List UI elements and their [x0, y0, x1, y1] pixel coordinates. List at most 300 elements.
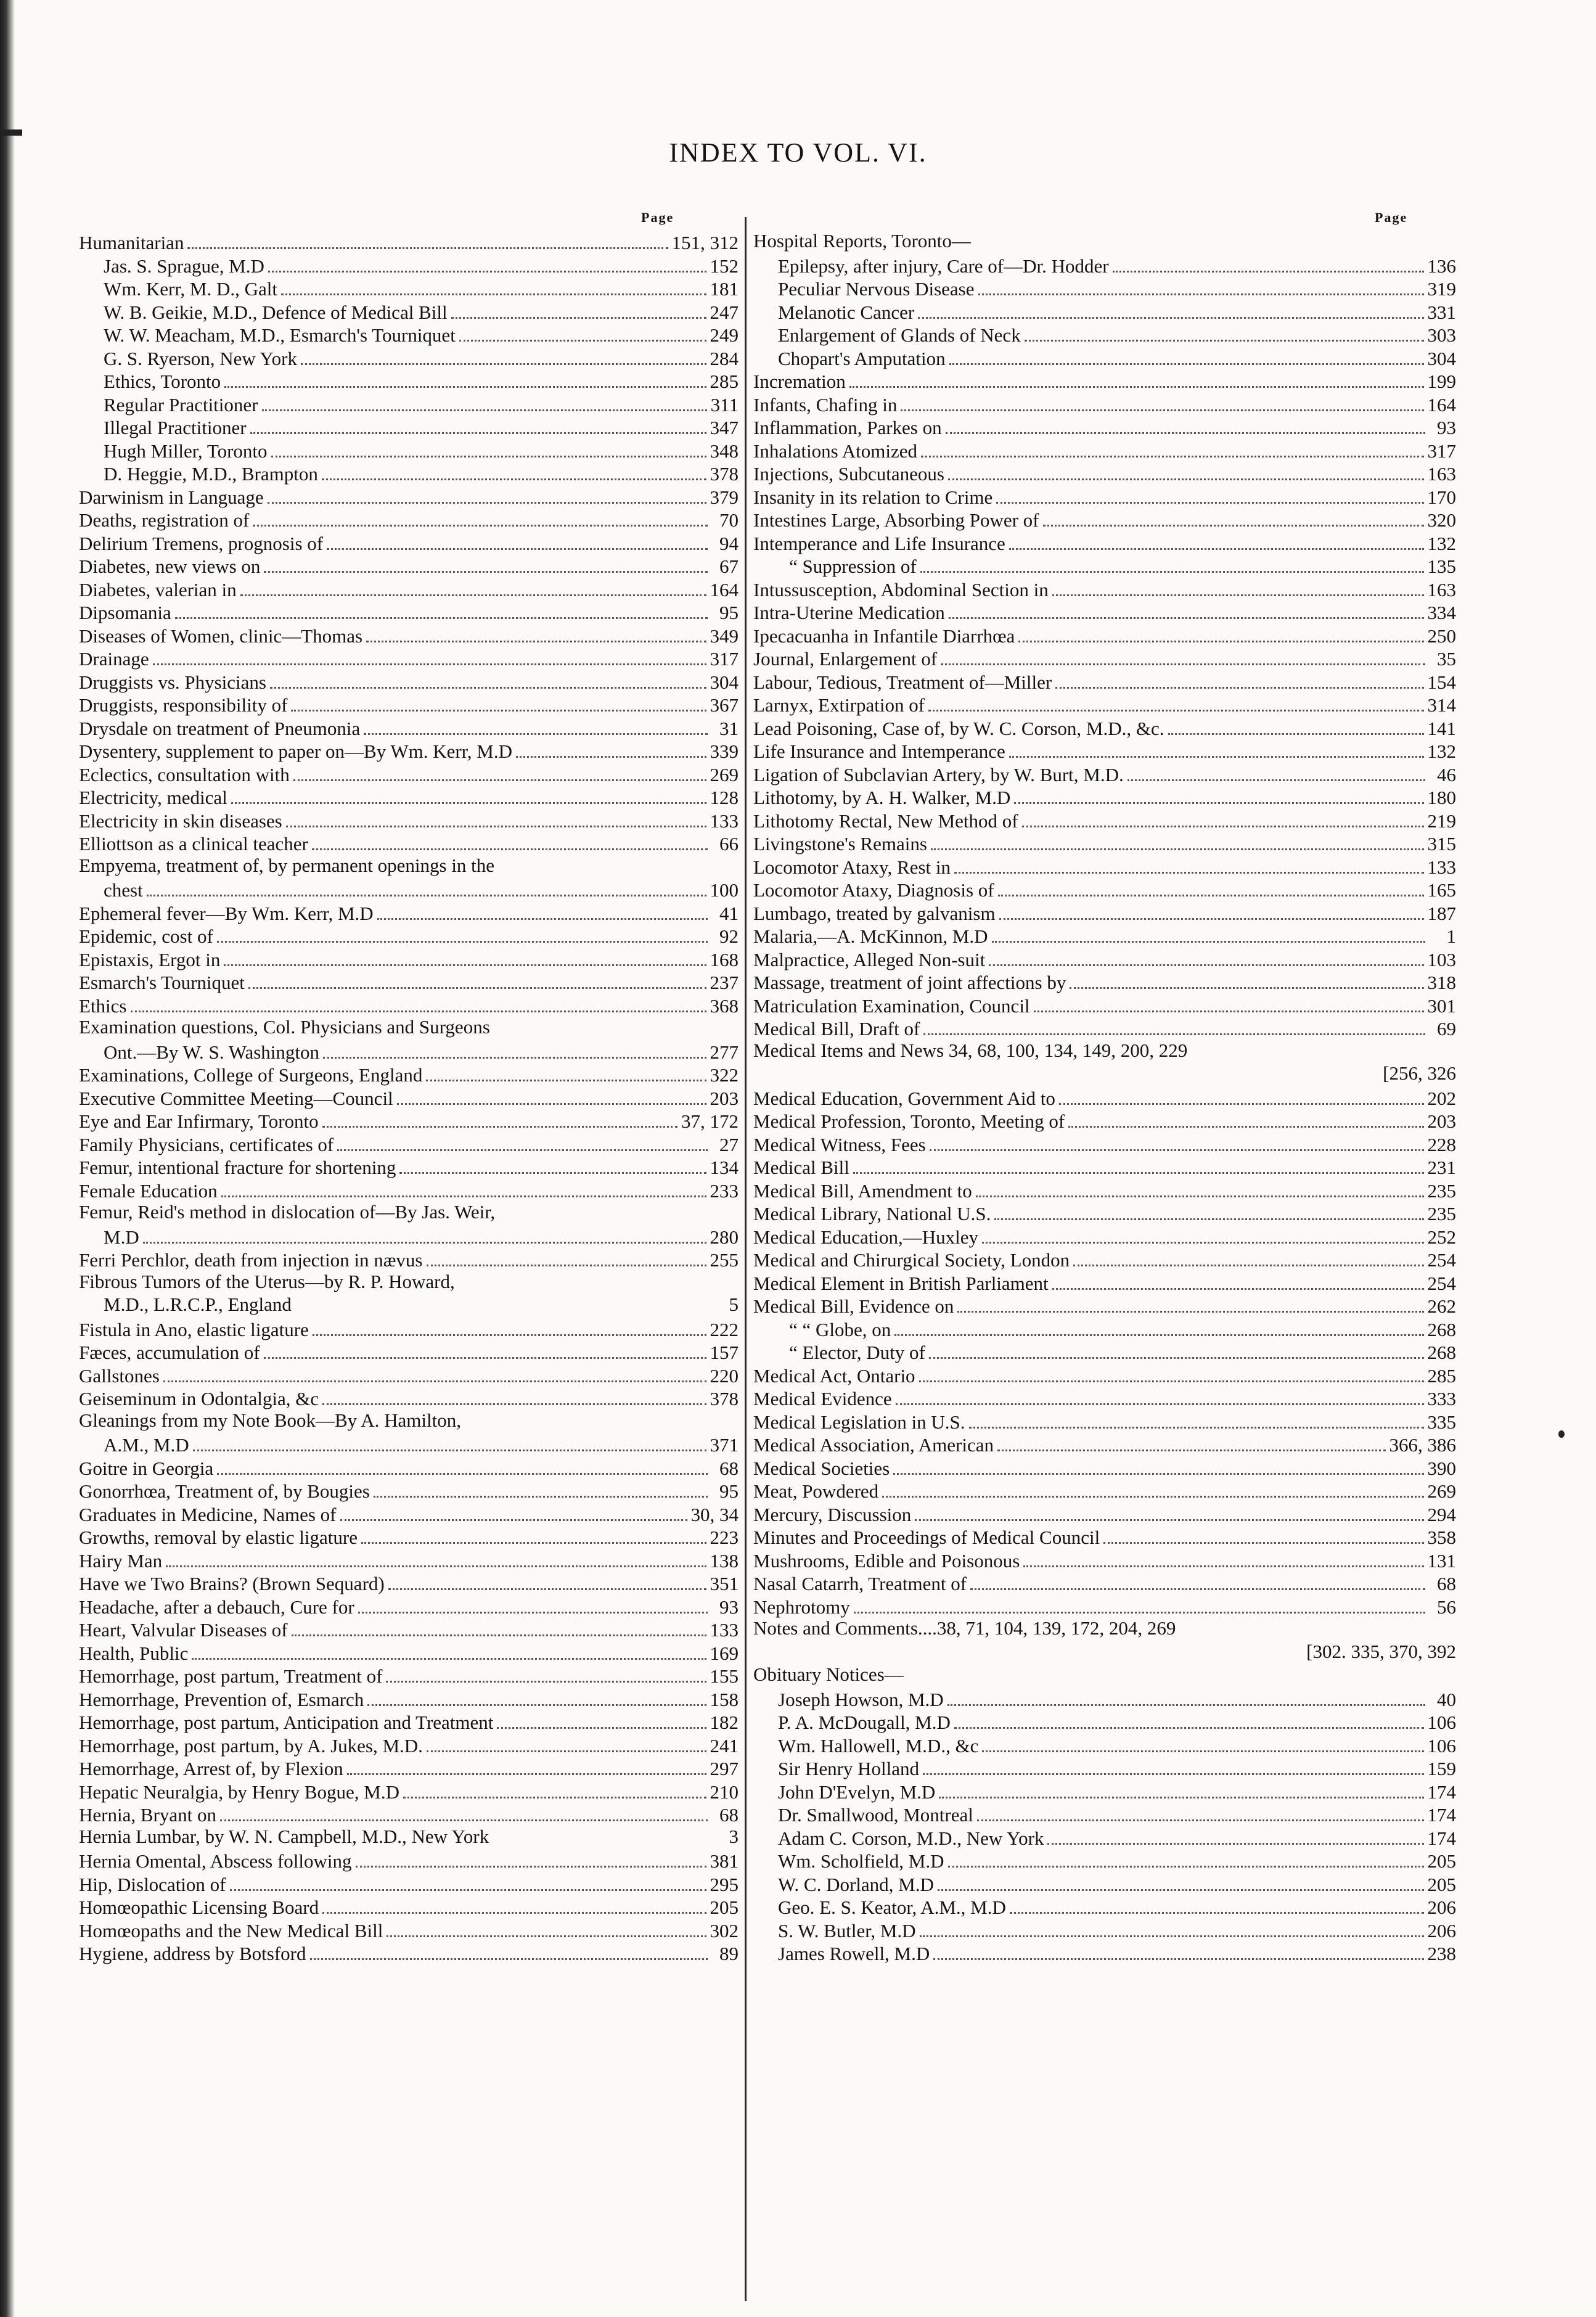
dot-leader [1025, 322, 1424, 342]
index-entry [753, 946, 1456, 970]
dot-leader [322, 1385, 706, 1405]
dot-leader [1070, 969, 1423, 989]
entry-topic: Mushrooms, Edible and Poisonous [753, 1549, 1020, 1572]
index-entry [753, 1802, 1456, 1825]
index-entry [753, 1015, 1456, 1039]
index-entry [79, 854, 739, 877]
entry-topic: G. S. Ryerson, New York [104, 347, 297, 369]
entry-topic: Medical Profession, Toronto, Meeting of [753, 1110, 1065, 1133]
entry-page-number: 314 [1427, 694, 1456, 716]
dot-leader [989, 946, 1423, 966]
dot-leader [312, 830, 708, 850]
dot-leader [923, 1015, 1425, 1035]
entry-topic: Life Insurance and Intemperance [753, 740, 1005, 763]
entry-page-number: 378 [710, 1388, 739, 1410]
dot-leader [948, 461, 1424, 480]
index-entry [753, 1131, 1456, 1155]
dot-leader [929, 1339, 1424, 1359]
entry-page-number: 254 [1427, 1249, 1456, 1271]
entry-topic: Hemorrhage, Prevention of, Esmarch [79, 1688, 364, 1710]
entry-topic: W. W. Meacham, M.D., Esmarch's Tourniquet [104, 324, 456, 347]
dot-leader [516, 738, 706, 758]
entry-page-number: 203 [1427, 1110, 1456, 1133]
index-entry [79, 530, 739, 554]
index-entry [753, 1825, 1456, 1848]
entry-page-number: 182 [710, 1712, 739, 1734]
index-entry [753, 854, 1456, 877]
index-entry [753, 1108, 1456, 1131]
entry-topic: A.M., M.D [104, 1434, 189, 1456]
entry-topic: “ “ Globe, on [789, 1318, 891, 1340]
dot-leader [397, 1085, 706, 1105]
dot-leader [386, 1663, 706, 1683]
entry-page-number: 37, 172 [681, 1110, 739, 1133]
entry-topic: Enlargement of Glands of Neck [778, 324, 1021, 347]
dot-leader [1073, 1247, 1423, 1266]
dot-leader [293, 761, 706, 781]
dot-leader [1043, 507, 1424, 527]
dot-leader [1113, 253, 1424, 273]
entry-topic: S. W. Butler, M.D [778, 1919, 916, 1942]
index-entry [79, 1779, 739, 1802]
dot-leader [918, 299, 1423, 319]
dot-leader [286, 808, 706, 827]
entry-topic: W. B. Geikie, M.D., Defence of Medical Bill [104, 301, 448, 323]
entry-page-number: 262 [1427, 1295, 1456, 1318]
entry-topic: W. C. Dorland, M.D [778, 1873, 934, 1895]
dot-leader [347, 1755, 706, 1775]
entry-page-number: 233 [710, 1179, 739, 1202]
index-entry [753, 1848, 1456, 1871]
dot-leader [970, 1570, 1425, 1590]
entry-page-number: 67 [719, 556, 739, 578]
dot-leader [264, 553, 708, 573]
dot-leader [147, 877, 706, 896]
dot-leader [224, 946, 706, 966]
dot-leader [240, 576, 706, 596]
index-entry [753, 1894, 1456, 1917]
index-entry [79, 900, 739, 924]
index-entry [753, 392, 1456, 415]
entry-page-number: 284 [710, 347, 739, 369]
entry-topic: Lumbago, treated by galvanism [753, 902, 996, 924]
entry-topic: John D'Evelyn, M.D [778, 1781, 936, 1803]
entry-topic: Hugh Miller, Toronto [104, 440, 268, 462]
dot-leader [894, 1316, 1423, 1336]
index-entry [753, 1524, 1456, 1548]
dot-leader [217, 923, 708, 943]
entry-topic: Medical Items and News 34, 68, 100, 134, 149, 200, 229 [753, 1039, 1188, 1061]
entry-topic: Minutes and Proceedings of Medical Council [753, 1527, 1100, 1549]
column-divider [745, 217, 747, 2301]
index-entry [79, 1178, 739, 1201]
entry-page-number: 318 [1427, 972, 1456, 994]
entry-topic: Hemorrhage, Arrest of, by Flexion [79, 1758, 343, 1780]
entry-topic: Homœopathic Licensing Board [79, 1897, 319, 1919]
entry-page-number: 170 [1427, 486, 1456, 508]
entry-topic: Esmarch's Tourniquet [79, 972, 245, 994]
dot-leader [295, 1293, 708, 1311]
dot-leader [301, 345, 706, 365]
index-entry [79, 1131, 739, 1155]
index-entry [79, 923, 739, 946]
entry-page-number: 56 [1437, 1596, 1456, 1618]
entry-topic: Mercury, Discussion [753, 1503, 912, 1525]
entry-page-number: 134 [710, 1157, 739, 1179]
entry-topic: Gonorrhœa, Treatment of, by Bougies [79, 1480, 370, 1503]
entry-topic: Fibrous Tumors of the Uterus—by R. P. Howard, [79, 1270, 455, 1292]
index-entry [79, 1501, 739, 1525]
dot-leader [1055, 669, 1423, 689]
index-entry [79, 1270, 739, 1294]
index-entry [79, 1570, 739, 1594]
entry-topic: Ethics, Toronto [104, 371, 221, 393]
entry-topic: Nasal Catarrh, Treatment of [753, 1573, 967, 1595]
entry-topic: Nephrotomy [753, 1596, 850, 1618]
index-entry [79, 715, 739, 739]
dot-leader [999, 900, 1424, 920]
index-entry [753, 1594, 1456, 1617]
dot-leader [364, 715, 708, 735]
entry-topic: Larnyx, Extirpation of [753, 694, 925, 716]
dot-leader [374, 1478, 708, 1498]
entry-page-number: 268 [1427, 1342, 1456, 1364]
index-entry [753, 669, 1456, 692]
index-entry [79, 1039, 739, 1062]
index-entry [753, 692, 1456, 715]
index-entry [79, 808, 739, 831]
entry-topic: Chopart's Amputation [778, 347, 946, 369]
dot-leader [340, 1501, 687, 1521]
entry-topic: Goitre in Georgia [79, 1457, 214, 1479]
index-entry [753, 1432, 1456, 1455]
index-entry [79, 1755, 739, 1779]
index-entry [79, 576, 739, 600]
entry-page-number: 174 [1427, 1804, 1456, 1826]
entry-topic: Family Physicians, certificates of [79, 1133, 334, 1155]
index-entry [753, 877, 1456, 900]
entry-topic: D. Heggie, M.D., Brampton [104, 463, 318, 485]
index-entry [79, 368, 739, 392]
index-entry [79, 1085, 739, 1109]
index-entry [753, 1247, 1456, 1270]
dot-leader [253, 507, 708, 527]
dot-leader [1009, 530, 1424, 550]
entry-page-number: 158 [710, 1688, 739, 1710]
index-entry [79, 1802, 739, 1825]
entry-topic: Examination questions, Col. Physicians and Surgeons [79, 1016, 490, 1038]
index-entry [753, 1339, 1456, 1363]
index-entry [79, 1548, 739, 1571]
entry-topic: Medical Witness, Fees [753, 1133, 926, 1155]
index-entry [79, 623, 739, 646]
entry-topic: Medical and Chirurgical Society, London [753, 1249, 1070, 1271]
entry-topic: Wm. Scholfield, M.D [778, 1850, 944, 1872]
index-entry [79, 1154, 739, 1178]
entry-page-number: 131 [1427, 1549, 1456, 1572]
index-entry [753, 1501, 1456, 1525]
entry-topic: Ligation of Subclavian Artery, by W. Burt, M.D. [753, 763, 1124, 785]
entry-topic: Locomotor Ataxy, Diagnosis of [753, 879, 994, 901]
index-entry [753, 1385, 1456, 1409]
entry-page-number: 181 [710, 278, 739, 300]
index-entry [753, 1940, 1456, 1964]
dot-leader [1179, 1617, 1425, 1634]
index-entry [753, 414, 1456, 438]
entry-page-number: 164 [1427, 393, 1456, 416]
index-entry [79, 1108, 739, 1131]
entry-topic: Medical Bill [753, 1157, 849, 1179]
page-title: INDEX TO VOL. VI. [669, 137, 927, 168]
entry-page-number: 247 [710, 301, 739, 323]
index-entry [753, 1917, 1456, 1941]
entry-page-number: 210 [710, 1781, 739, 1803]
entry-topic: Jas. S. Sprague, M.D [104, 255, 264, 277]
entry-page-number: 351 [710, 1573, 739, 1595]
index-entry [753, 1154, 1456, 1178]
entry-topic: Inhalations Atomized [753, 440, 918, 462]
index-entry [753, 900, 1456, 924]
index-entry [753, 507, 1456, 530]
dot-leader [854, 1594, 1425, 1614]
dot-leader [915, 1501, 1423, 1521]
entry-page-number: 206 [1427, 1897, 1456, 1919]
dot-leader [1068, 1108, 1423, 1128]
index-entry [753, 1663, 1456, 1686]
entry-page-number: 220 [710, 1364, 739, 1387]
entry-page-number: 235 [1427, 1203, 1456, 1225]
dot-leader [977, 1802, 1424, 1821]
dot-leader [427, 1247, 706, 1266]
entry-page-number: 94 [719, 532, 739, 554]
entry-page-number: 141 [1427, 717, 1456, 739]
entry-page-number: 252 [1427, 1226, 1456, 1248]
index-entry [79, 276, 739, 299]
entry-page-number: 106 [1427, 1734, 1456, 1757]
dot-leader [387, 1917, 706, 1937]
entry-page-number: 206 [1427, 1919, 1456, 1942]
dot-leader [994, 1200, 1423, 1220]
index-entry [79, 784, 739, 808]
entry-page-number: 27 [719, 1133, 739, 1155]
dot-leader [377, 900, 708, 920]
entry-page-number: 35 [1437, 648, 1456, 670]
entry-page-number: 238 [1427, 1943, 1456, 1965]
index-entry [79, 553, 739, 576]
entry-topic: Hepatic Neuralgia, by Henry Bogue, M.D [79, 1781, 399, 1803]
index-entry [753, 1640, 1456, 1663]
entry-page-number: 368 [710, 994, 739, 1017]
entry-topic: Insanity in its relation to Crime [753, 486, 993, 508]
dot-leader [978, 276, 1424, 295]
entry-topic: Femur, intentional fracture for shortening [79, 1157, 396, 1179]
entry-topic: Deaths, registration of [79, 509, 250, 531]
index-entry [79, 969, 739, 993]
index-column-left [79, 229, 739, 1964]
entry-page-number: 68 [719, 1804, 739, 1826]
entry-topic: Adam C. Corson, M.D., New York [778, 1827, 1044, 1849]
dot-leader [230, 1871, 706, 1891]
entry-page-number: 339 [710, 740, 739, 763]
dot-leader [1127, 761, 1425, 781]
dot-leader [1009, 738, 1424, 758]
index-entry [79, 1409, 739, 1432]
dot-leader [322, 461, 706, 480]
dot-leader [982, 1733, 1423, 1752]
dot-leader [1022, 808, 1424, 827]
dot-leader [143, 1224, 706, 1244]
entry-page-number: 317 [710, 648, 739, 670]
index-entry [79, 1733, 739, 1756]
entry-topic: Melanotic Cancer [778, 301, 915, 323]
entry-topic: Homœopaths and the New Medical Bill [79, 1919, 383, 1942]
dot-leader [849, 368, 1424, 388]
entry-topic: James Rowell, M.D [778, 1943, 930, 1965]
entry-topic: Lithotomy Rectal, New Method of [753, 810, 1018, 832]
entry-page-number: 254 [1427, 1272, 1456, 1294]
entry-page-number: 249 [710, 324, 739, 347]
index-entry [753, 1363, 1456, 1386]
index-entry [753, 1871, 1456, 1895]
dot-leader [427, 1733, 706, 1752]
dot-leader [163, 1363, 706, 1382]
index-entry [79, 1455, 739, 1478]
entry-topic: M.D., L.R.C.P., England [104, 1294, 292, 1316]
index-entry [79, 830, 739, 854]
entry-page-number: 333 [1427, 1388, 1456, 1410]
entry-page-number: 174 [1427, 1781, 1456, 1803]
index-entry [79, 438, 739, 461]
entry-topic: Obituary Notices— [753, 1663, 904, 1686]
dot-leader [270, 669, 706, 689]
index-entry [753, 322, 1456, 345]
entry-page-number: 103 [1427, 948, 1456, 970]
entry-topic: Medical Societies [753, 1457, 890, 1479]
entry-topic: Notes and Comments....38, 71, 104, 139, 172, 204, 269 [753, 1617, 1176, 1639]
index-entry [753, 715, 1456, 739]
entry-page-number: 317 [1427, 440, 1456, 462]
index-entry [79, 946, 739, 970]
entry-page-number: 237 [710, 972, 739, 994]
entry-topic: Ephemeral fever—By Wm. Kerr, M.D [79, 902, 374, 924]
index-entry [79, 1224, 739, 1247]
dot-leader [949, 345, 1424, 365]
entry-topic: Femur, Reid's method in dislocation of—By Jas. Weir, [79, 1201, 496, 1223]
entry-page-number: 100 [710, 879, 739, 901]
index-entry [753, 1409, 1456, 1432]
entry-topic: Hemorrhage, post partum, Treatment of [79, 1665, 383, 1688]
entry-page-number: 92 [719, 925, 739, 948]
entry-topic: Medical Legislation in U.S. [753, 1411, 965, 1433]
index-entry [79, 414, 739, 438]
entry-topic: Hernia Lumbar, by W. N. Campbell, M.D., New York [79, 1825, 489, 1847]
entry-page-number: 69 [1437, 1018, 1456, 1040]
dot-leader [250, 414, 706, 434]
entry-page-number: 378 [710, 463, 739, 485]
entry-page-number: 70 [719, 509, 739, 531]
entry-topic: Peculiar Nervous Disease [778, 278, 975, 300]
entry-topic: Labour, Tedious, Treatment of—Miller [753, 671, 1052, 693]
dot-leader [262, 392, 707, 411]
entry-page-number: 155 [710, 1665, 739, 1688]
entry-topic: Graduates in Medicine, Names of [79, 1503, 337, 1525]
entry-topic: Fæces, accumulation of [79, 1342, 260, 1364]
entry-page-number: 235 [1427, 1179, 1456, 1202]
index-entry [79, 345, 739, 369]
index-entry [753, 1617, 1456, 1640]
entry-page-number: 202 [1427, 1087, 1456, 1109]
entry-topic: Joseph Howson, M.D [778, 1688, 944, 1710]
entry-page-number: 68 [719, 1457, 739, 1479]
entry-topic: Intussusception, Abdominal Section in [753, 578, 1049, 601]
dot-leader [997, 1432, 1386, 1451]
dot-leader [1023, 1548, 1423, 1567]
index-entry [753, 576, 1456, 600]
dot-leader [322, 1108, 677, 1128]
entry-page-number: 371 [710, 1434, 739, 1456]
entry-page-number: 165 [1427, 879, 1456, 901]
entry-page-number: 135 [1427, 556, 1456, 578]
entry-page-number: 132 [1427, 532, 1456, 554]
entry-topic: Ethics [79, 994, 127, 1017]
entry-topic: Humanitarian [79, 232, 184, 254]
dot-leader [1103, 1524, 1423, 1544]
entry-topic: Hip, Dislocation of [79, 1873, 226, 1895]
entry-topic: Geiseminum in Odontalgia, &c [79, 1388, 319, 1410]
dot-leader [192, 1640, 706, 1660]
index-entry [753, 1755, 1456, 1779]
dot-leader [921, 438, 1423, 457]
index-entry [753, 1709, 1456, 1733]
index-entry [79, 1293, 739, 1316]
dot-leader [498, 854, 708, 872]
index-entry [753, 738, 1456, 761]
entry-topic: Medical Act, Ontario [753, 1364, 915, 1387]
index-entry [753, 1733, 1456, 1756]
scan-binding-edge [0, 0, 15, 2317]
entry-page-number: 219 [1427, 810, 1456, 832]
dot-leader [264, 1339, 706, 1359]
entry-topic: Locomotor Ataxy, Rest in [753, 856, 951, 878]
entry-page-number: 358 [1427, 1527, 1456, 1549]
entry-topic: Growths, removal by elastic ligature [79, 1527, 358, 1549]
entry-topic: Heart, Valvular Diseases of [79, 1619, 288, 1641]
entry-page-number: 31 [719, 717, 739, 739]
entry-topic: Medical Library, National U.S. [753, 1203, 991, 1225]
entry-topic: Hernia, Bryant on [79, 1804, 216, 1826]
entry-topic: Fistula in Ano, elastic ligature [79, 1318, 309, 1340]
entry-topic: Intemperance and Life Insurance [753, 532, 1005, 554]
entry-page-number: 277 [710, 1041, 739, 1063]
index-entry [753, 623, 1456, 646]
entry-topic: Health, Public [79, 1642, 189, 1664]
entry-topic: Hemorrhage, post partum, by A. Jukes, M.D. [79, 1734, 423, 1757]
dot-leader [954, 854, 1423, 874]
entry-topic: Medical Education,—Huxley [753, 1226, 979, 1248]
index-entry [79, 461, 739, 484]
dot-leader [497, 1709, 706, 1729]
dot-leader [187, 229, 668, 249]
entry-page-number: 390 [1427, 1457, 1456, 1479]
index-entry [753, 761, 1456, 785]
entry-page-number: 334 [1427, 602, 1456, 624]
dot-leader [938, 1871, 1424, 1891]
entry-topic: Executive Committee Meeting—Council [79, 1087, 393, 1109]
entry-topic: Ont.—By W. S. Washington [104, 1041, 320, 1063]
dot-leader [933, 1940, 1423, 1960]
index-entry [753, 1062, 1456, 1085]
dot-leader [901, 392, 1423, 411]
